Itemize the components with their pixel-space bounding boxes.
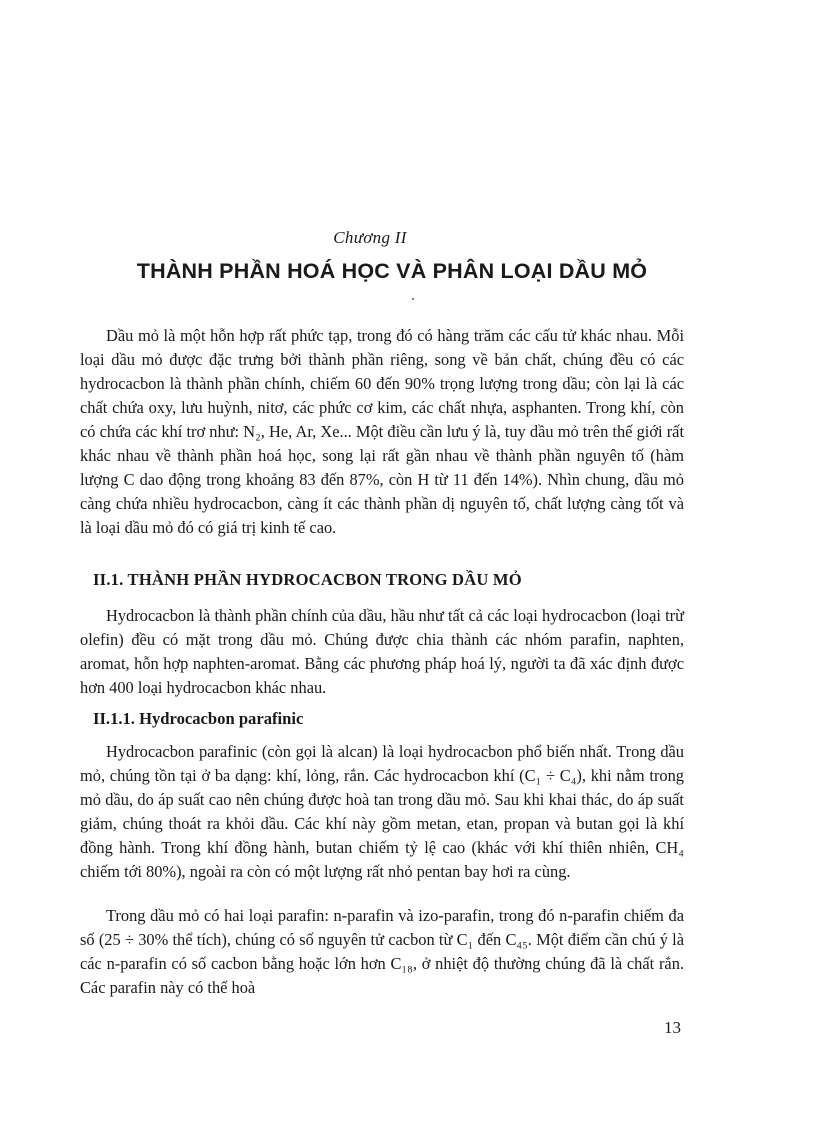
chapter-label: Chương II (333, 228, 407, 247)
page-number: 13 (664, 1018, 681, 1037)
subsection-paragraph-1: Hydrocacbon parafinic (còn gọi là alcan) là loại hydrocacbon phổ biến nhất. Trong dầu mỏ, chúng tồn tại ở ba dạng: khí, lỏng, rắn. Các hydrocacbon khí (C₁ ÷ C₄), khi nằm trong mỏ dầu, do áp suất cao nên chúng được hoà tan trong dầu mỏ. Sau khi khai thác, do áp suất giảm, chúng thoát ra khỏi dầu. Các khí này gồm metan, etan, propan và butan gọi là khí đồng hành. Trong khí đồng hành, butan chiếm tỷ lệ cao (khác với khí thiên nhiên, CH₄ chiếm tới 80%), ngoài ra còn có một lượng rất nhỏ pentan bay hơi ra cùng. (80, 742, 684, 881)
subsection-paragraph-2: Trong dầu mỏ có hai loại parafin: n-parafin và izo-parafin, trong đó n-parafin chiếm đa số (25 ÷ 30% thể tích), chúng có số nguyên tử cacbon từ C₁ đến C₄₅. Một điểm cần chú ý là các n-parafin có số cacbon bằng hoặc lớn hơn C₁₈, ở nhiệt độ thường chúng đã là chất rắn. Các parafin này có thể hoà (80, 906, 684, 997)
chapter-title: THÀNH PHẦN HOÁ HỌC VÀ PHÂN LOẠI DẦU MỎ (136, 259, 648, 283)
section1-paragraph: Hydrocacbon là thành phần chính của dầu, hầu như tất cả các loại hydrocacbon (loại trừ olefin) đều có mặt trong dầu mỏ. Chúng được chia thành các nhóm parafin, naphten, aromat, hỗn hợp naphten-aromat. Bằng các phương pháp hoá lý, người ta đã xác định được hơn 400 loại hydrocacbon khác nhau. (80, 606, 684, 697)
section-heading-1: II.1. THÀNH PHẦN HYDROCACBON TRONG DẦU MỎ (93, 570, 522, 589)
decorative-dot (412, 298, 414, 300)
intro-paragraph: Dầu mỏ là một hỗn hợp rất phức tạp, trong đó có hàng trăm các cấu tử khác nhau. Mỗi loại dầu mỏ được đặc trưng bởi thành phần riêng, song về bản chất, chúng đều có các hydrocacbon là thành phần chính, chiếm 60 đến 90% trọng lượng trong dầu; còn lại là các chất chứa oxy, lưu huỳnh, nitơ, các phức cơ kim, các chất nhựa, asphanten. Trong khí, còn có chứa các khí trơ như: N₂, He, Ar, Xe... Một điều cần lưu ý là, tuy dầu mỏ trên thế giới rất khác nhau về thành phần hoá học, song lại rất gần nhau về thành phần nguyên tố (hàm lượng C dao động trong khoảng 83 đến 87%, còn H từ 11 đến 14%). Nhìn chung, dầu mỏ càng chứa nhiều hydrocacbon, càng ít các thành phần dị nguyên tố, chất lượng càng tốt và là loại dầu mỏ đó có giá trị kinh tế cao. (80, 326, 684, 537)
subsection-heading: II.1.1. Hydrocacbon parafinic (93, 709, 304, 728)
